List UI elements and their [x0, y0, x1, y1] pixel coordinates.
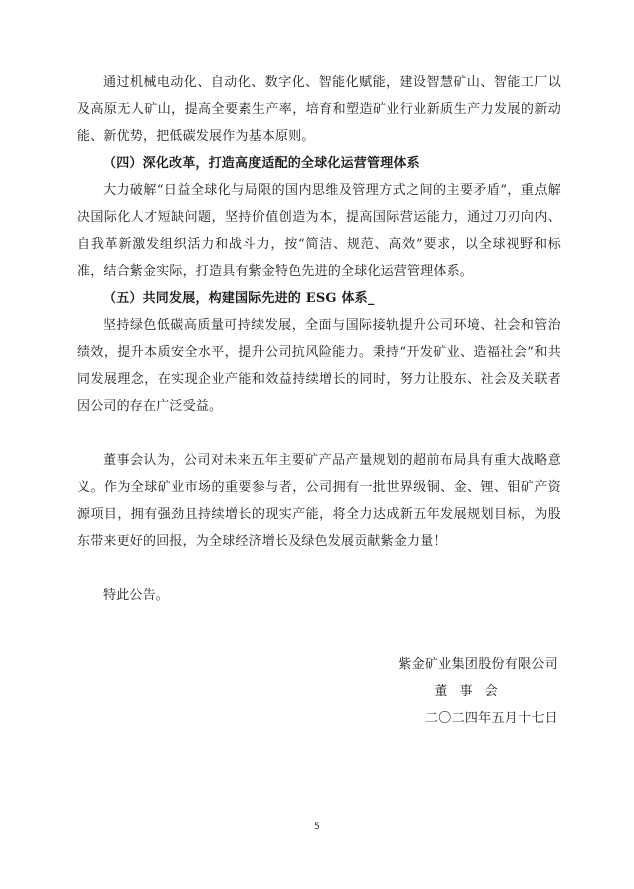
section-heading-5: （五）共同发展，构建国际先进的 ESG 体系_	[103, 291, 375, 306]
signature-company: 紫金矿业集团股份有限公司	[398, 657, 558, 672]
paragraph-intelligent-mining: 通过机械电动化、自动化、数字化、智能化赋能，建设智慧矿山、智能工厂以及高原无人矿山，提高全要素生产率，培育和塑造矿业行业新质生产力发展的新动能、新优势，把低碳发展作为基本原则。	[77, 75, 561, 144]
page-number: 5	[314, 822, 320, 832]
paragraph-esg: 坚持绿色低碳高质量可持续发展，全面与国际接轨提升公司环境、社会和管治绩效，提升本质安全水平，提升公司抗风险能力。秉持“开发矿业、造福社会”和共同发展理念，在实现企业产能和效益持续增长的同时，努力让股东、社会及关联者因公司的存在广泛受益。	[77, 318, 561, 414]
signature-board: 董 事 会	[434, 684, 502, 699]
paragraph-reform: 大力破解“日益全球化与局限的国内思维及管理方式之间的主要矛盾”，重点解决国际化人才短缺问题，坚持价值创造为本，提高国际营运能力，通过刀刃向内、自我革新激发组织活力和战斗力，按“简洁、规范、高效”要求，以全球视野和标准，结合紫金实际，打造具有紫金特色先进的全球化运营管理体系。	[77, 183, 561, 279]
spacer	[77, 420, 561, 447]
section-heading-4: （四）深化改革，打造高度适配的全球化运营管理体系	[103, 156, 420, 171]
paragraph-announcement: 特此公告。	[103, 588, 170, 603]
document-body	[77, 69, 561, 609]
signature-date: 二〇二四年五月十七日	[424, 711, 558, 726]
paragraph-board-opinion: 董事会认为，公司对未来五年主要矿产品产量规划的超前布局具有重大战略意义。作为全球矿业市场的重要参与者，公司拥有一批世界级铜、金、锂、钼矿产资源项目，拥有强劲且持续增长的现实产能，将全力达成新五年发展规划目标，为股东带来更好的回报，为全球经济增长及绿色发展贡献紫金力量！	[77, 453, 561, 549]
signature-block	[358, 651, 558, 732]
spacer	[77, 555, 561, 582]
